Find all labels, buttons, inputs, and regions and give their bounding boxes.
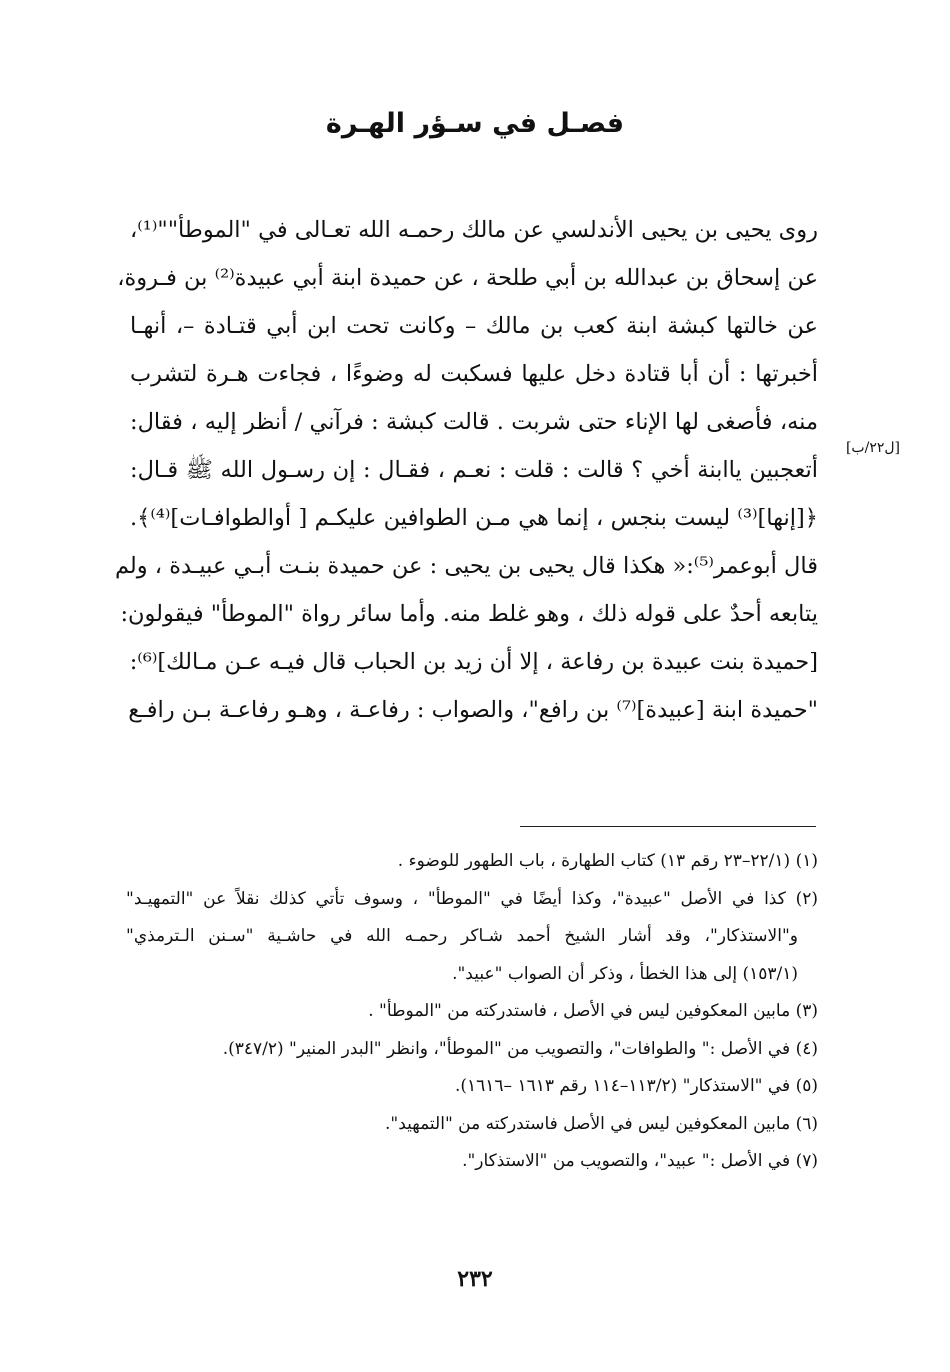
footnote-separator (520, 826, 816, 827)
body-line: منه، فأصغى لها الإناء حتى شربت . قالت كبشة : فرآني / أنظر إليه ، فقال: (130, 409, 818, 435)
body-line: "حميدة ابنة [عبيدة]⁽⁷⁾ بن رافع"، والصواب : رفاعـة ، وهـو رفاعـة بـن رافـع (128, 697, 818, 723)
footnote-3: (٣) مابين المعكوفين ليس في الأصل ، فاستدركته من "الموطأ" . (368, 1001, 818, 1021)
footnote-1: (١) (٢٢/١–٢٣ رقم ١٣) كتاب الطهارة ، باب الطهور للوضوء . (397, 851, 818, 871)
section-title: فصـل في سـؤر الهـرة (325, 108, 625, 139)
footnote-5: (٥) في "الاستذكار" (١١٣/٢–١١٤ رقم ١٦١٣ –١٦١٦). (454, 1076, 818, 1096)
footnote-2-continued: و"الاستذكار"، وقد أشار الشيخ أحمد شـاكر رحمـه الله في حاشـية "سـنن الـترمذي" (126, 926, 798, 946)
body-line: عن خالتها كبشة ابنة كعب بن مالك – وكانت تحت ابن أبي قتـادة –، أنهـا (130, 313, 818, 339)
footnote-7: (٧) في الأصل :" عبيد"، والتصويب من "الاستذكار". (462, 1151, 818, 1171)
footnote-4: (٤) في الأصل :" والطوافات"، والتصويب من "الموطأ"، وانظر "البدر المنير" (٣٤٧/٢). (222, 1038, 818, 1059)
body-line: أخبرتها : أن أبا قتادة دخل عليها فسكبت له وضوءًا ، فجاءت هـرة لتشرب (130, 361, 818, 387)
body-line: روى يحيى بن يحيى الأندلسي عن مالك رحمـه الله تعـالى في "الموطأ""⁽¹⁾، (130, 217, 818, 243)
body-line: قال أبوعمر⁽⁵⁾:« هكذا قال يحيى بن يحيى : عن حميدة بنـت أبـي عبيـدة ، ولم (114, 553, 818, 579)
body-line: أتعجبين ياابنة أخي ؟ قالت : قلت : نعـم ، فقـال : إن رسـول الله ﷺ قـال: (130, 457, 818, 483)
footnote-6: (٦) مابين المعكوفين ليس في الأصل فاستدركته من "التمهيد". (384, 1113, 818, 1134)
body-line: عن إسحاق بن عبدالله بن أبي طلحة ، عن حميدة ابنة أبي عبيدة⁽²⁾ بن فـروة، (117, 265, 818, 291)
page-number: ٢٣٢ (457, 1266, 493, 1292)
body-line: يتابعه أحدٌ على قوله ذلك ، وهو غلط منه. وأما سائر رواة "الموطأ" فيقولون: (120, 601, 818, 627)
manuscript-folio-note: [ل٢٢/ب] (845, 440, 900, 456)
body-text (114, 206, 818, 734)
footnotes (126, 843, 818, 1181)
footnote-2-continued: (١٥٣/١) إلى هذا الخطأ ، وذكر أن الصواب "عبيد". (452, 963, 798, 984)
footnote-2: (٢) كذا في الأصل "عبيدة"، وكذا أيضًا في "الموطأ" ، وسوف تأتي كذلك نقلاً عن "التمهيـد" (126, 888, 818, 909)
body-line: [حميدة بنت عبيدة بن رفاعة ، إلا أن زيد بن الحباب قال فيـه عـن مـالك]⁽⁶⁾: (129, 649, 818, 675)
body-line: ﴿[إنها]⁽³⁾ ليست بنجس ، إنما هي مـن الطوافين عليكـم [ أوالطوافـات]⁽⁴⁾﴾. (130, 505, 818, 531)
